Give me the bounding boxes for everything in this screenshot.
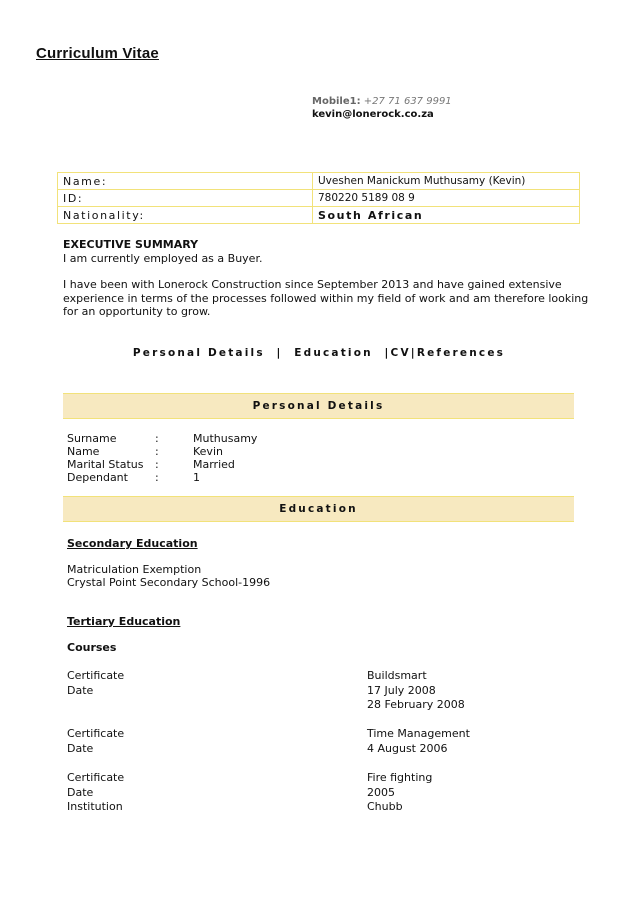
course-value: 2005	[367, 785, 395, 799]
section-nav-text[interactable]: Personal Details | Education |CV|References	[132, 347, 506, 359]
course-label: Date	[67, 683, 94, 697]
mobile-line	[312, 95, 452, 108]
course-value: 4 August 2006	[367, 741, 448, 755]
course-label: Date	[67, 741, 94, 755]
course-2-labels	[67, 727, 124, 756]
personal-details-title: Personal Details	[252, 400, 385, 412]
course-1-values	[367, 669, 465, 713]
table-row	[58, 173, 580, 190]
executive-summary	[63, 238, 593, 319]
cv-title: Curriculum Vitae	[36, 45, 159, 62]
education-band	[63, 496, 574, 522]
course-3-values	[367, 771, 432, 815]
nationality-label: Nationality:	[58, 207, 313, 224]
detail-value: Kevin	[193, 445, 223, 458]
course-1-labels	[67, 669, 124, 698]
education-title: Education	[279, 503, 358, 515]
detail-colon: :	[155, 445, 159, 458]
course-3-labels	[67, 771, 124, 815]
secondary-education-heading: Secondary Education	[67, 537, 198, 550]
detail-value: Married	[193, 458, 235, 471]
executive-summary-paragraph: I have been with Lonerock Construction since September 2013 and have gained extensive experience in terms of the processes followed within my field of work and am therefore looking for an opportunity to grow.	[63, 278, 589, 318]
name-value: Uveshen Manickum Muthusamy (Kevin)	[313, 173, 580, 190]
section-nav	[0, 347, 638, 359]
course-2-values	[367, 727, 470, 756]
name-label: Name:	[58, 173, 313, 190]
detail-key: Name	[67, 445, 100, 458]
table-row	[58, 190, 580, 207]
course-value: Time Management	[367, 727, 470, 740]
course-label: Institution	[67, 800, 123, 813]
mobile-number: +27 71 637 9991	[363, 96, 452, 107]
detail-colon: :	[155, 432, 159, 445]
detail-key: Surname	[67, 432, 117, 445]
detail-key: Dependant	[67, 471, 128, 484]
course-value: Fire fighting	[367, 771, 433, 784]
tertiary-education-heading: Tertiary Education	[67, 615, 181, 628]
nationality-value: South African	[313, 207, 580, 224]
detail-value: Muthusamy	[193, 432, 258, 445]
identity-table	[57, 172, 580, 224]
detail-colon: :	[155, 471, 159, 484]
id-value: 780220 5189 08 9	[313, 190, 580, 207]
table-row	[58, 207, 580, 224]
personal-details-band	[63, 393, 574, 419]
detail-key: Marital Status	[67, 458, 144, 471]
detail-colon: :	[155, 458, 159, 471]
executive-summary-heading: EXECUTIVE SUMMARY	[63, 238, 199, 251]
course-value: Chubb	[367, 800, 403, 813]
mobile-label: Mobile1:	[312, 96, 361, 107]
course-value: 17 July 2008	[367, 683, 436, 697]
id-label: ID:	[58, 190, 313, 207]
detail-value: 1	[193, 471, 200, 484]
executive-summary-line: I am currently employed as a Buyer.	[63, 251, 263, 265]
course-label: Certificate	[67, 669, 125, 682]
courses-heading: Courses	[67, 641, 117, 654]
course-label: Date	[67, 785, 94, 799]
course-value: 28 February 2008	[367, 698, 465, 711]
secondary-qualification: Matriculation Exemption	[67, 563, 202, 576]
email-address[interactable]: kevin@lonerock.co.za	[312, 109, 434, 120]
course-value: Buildsmart	[367, 669, 427, 682]
contact-block	[312, 95, 452, 121]
course-label: Certificate	[67, 771, 125, 784]
course-label: Certificate	[67, 727, 125, 740]
secondary-school: Crystal Point Secondary School-1996	[67, 576, 271, 589]
